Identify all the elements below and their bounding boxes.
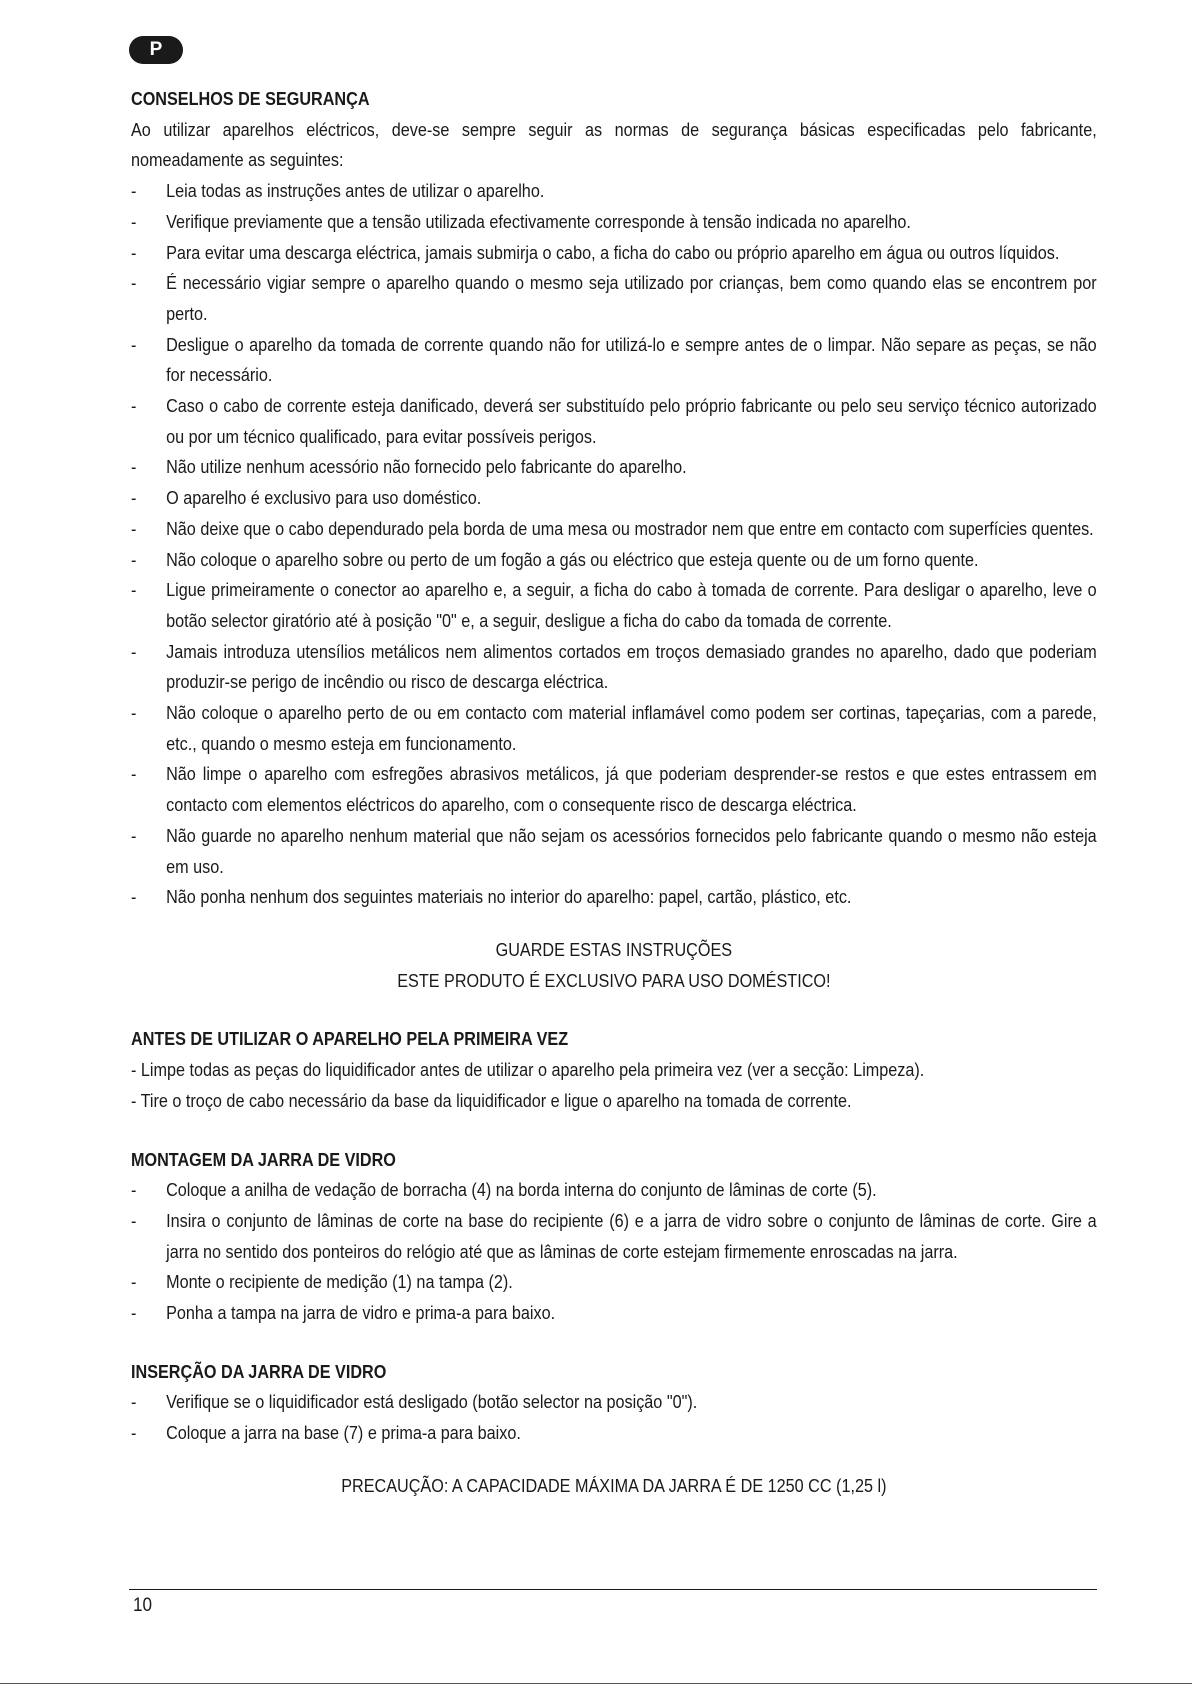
list-item: - Ligue primeiramente o conector ao aparelho e, a seguir, a ficha do cabo à tomada de corrente. Para desligar o aparelho, leve o botão selector giratório até à posição "0" e, a seguir, desligue a ficha do cabo da tomada de corrente. xyxy=(131,575,1097,636)
list-item: - Não coloque o aparelho perto de ou em contacto com material inflamável como podem ser cortinas, tapeçarias, com a parede, etc., quando o mesmo esteja em funcionamento. xyxy=(131,698,1097,759)
list-item: - Monte o recipiente de medição (1) na tampa (2). xyxy=(131,1267,1097,1298)
language-badge: P xyxy=(129,36,183,64)
first-use-heading: ANTES DE UTILIZAR O APARELHO PELA PRIMEIRA VEZ xyxy=(131,1029,569,1050)
notice-block xyxy=(131,935,1097,996)
list-item: - Verifique se o liquidificador está desligado (botão selector na posição "0"). xyxy=(131,1387,1097,1418)
list-item: - Não coloque o aparelho sobre ou perto de um fogão a gás ou eléctrico que esteja quente ou de um forno quente. xyxy=(131,545,1097,576)
list-item: - É necessário vigiar sempre o aparelho quando o mesmo seja utilizado por crianças, bem como quando elas se encontrem por perto. xyxy=(131,268,1097,329)
capacity-caution: PRECAUÇÃO: A CAPACIDADE MÁXIMA DA JARRA É DE 1250 CC (1,25 l) xyxy=(341,1475,887,1496)
domestic-use-notice: ESTE PRODUTO É EXCLUSIVO PARA USO DOMÉSTICO! xyxy=(397,970,831,991)
safety-intro: Ao utilizar aparelhos eléctricos, deve-se sempre seguir as normas de segurança básicas especificadas pelo fabricante, nomeadamente as seguintes: xyxy=(131,119,1097,171)
safety-list xyxy=(131,176,1097,913)
list-item: - Caso o cabo de corrente esteja danificado, deverá ser substituído pelo próprio fabricante ou pelo seu serviço técnico autorizado ou por um técnico qualificado, para evitar possíveis perigos. xyxy=(131,391,1097,452)
list-item: - O aparelho é exclusivo para uso doméstico. xyxy=(131,483,1097,514)
footer-divider xyxy=(129,1589,1097,1590)
safety-heading: CONSELHOS DE SEGURANÇA xyxy=(131,89,370,109)
list-item: - Verifique previamente que a tensão utilizada efectivamente corresponde à tensão indicada no aparelho. xyxy=(131,207,1097,238)
assembly-section xyxy=(131,1145,1097,1329)
insertion-heading: INSERÇÃO DA JARRA DE VIDRO xyxy=(131,1361,387,1382)
list-item: - Ponha a tampa na jarra de vidro e prima-a para baixo. xyxy=(131,1298,1097,1329)
list-item: - Não guarde no aparelho nenhum material que não sejam os acessórios fornecidos pelo fabricante quando o mesmo não esteja em uso. xyxy=(131,821,1097,882)
list-item: - Não deixe que o cabo dependurado pela borda de uma mesa ou mostrador nem que entre em contacto com superfícies quentes. xyxy=(131,514,1097,545)
list-item: - Não ponha nenhum dos seguintes materiais no interior do aparelho: papel, cartão, plástico, etc. xyxy=(131,882,1097,913)
page-number: 10 xyxy=(133,1595,153,1616)
list-item: - Não utilize nenhum acessório não fornecido pelo fabricante do aparelho. xyxy=(131,452,1097,483)
list-item: - Coloque a jarra na base (7) e prima-a para baixo. xyxy=(131,1418,1097,1449)
first-use-line: - Limpe todas as peças do liquidificador antes de utilizar o aparelho pela primeira vez (ver a secção: Limpeza). xyxy=(131,1060,925,1081)
insertion-list xyxy=(131,1387,1097,1448)
page-edge-divider xyxy=(0,1683,1192,1684)
insertion-section xyxy=(131,1357,1097,1449)
keep-instructions-notice: GUARDE ESTAS INSTRUÇÕES xyxy=(495,939,733,960)
first-use-line: - Tire o troço de cabo necessário da base da liquidificador e ligue o aparelho na tomada de corrente. xyxy=(131,1090,852,1111)
list-item: - Coloque a anilha de vedação de borracha (4) na borda interna do conjunto de lâminas de corte (5). xyxy=(131,1175,1097,1206)
assembly-heading: MONTAGEM DA JARRA DE VIDRO xyxy=(131,1149,396,1170)
first-use-section xyxy=(131,1024,1097,1116)
list-item: - Insira o conjunto de lâminas de corte na base do recipiente (6) e a jarra de vidro sobre o conjunto de lâminas de corte. Gire a jarra no sentido dos ponteiros do relógio até que as lâminas de corte estejam firmemente enroscadas na jarra. xyxy=(131,1206,1097,1267)
assembly-list xyxy=(131,1175,1097,1329)
list-item: - Leia todas as instruções antes de utilizar o aparelho. xyxy=(131,176,1097,207)
list-item: - Para evitar uma descarga eléctrica, jamais submirja o cabo, a ficha do cabo ou próprio aparelho em água ou outros líquidos. xyxy=(131,238,1097,269)
list-item: - Não limpe o aparelho com esfregões abrasivos metálicos, já que poderiam desprender-se restos e que estes entrassem em contacto com elementos eléctricos do aparelho, com o consequente risco de descarga eléctrica. xyxy=(131,759,1097,820)
list-item: - Desligue o aparelho da tomada de corrente quando não for utilizá-lo e sempre antes de o limpar. Não separe as peças, se não for necessário. xyxy=(131,330,1097,391)
list-item: - Jamais introduza utensílios metálicos nem alimentos cortados em troços demasiado grandes no aparelho, dado que poderiam produzir-se perigo de incêndio ou risco de descarga eléctrica. xyxy=(131,637,1097,698)
page-content xyxy=(131,84,1097,1502)
